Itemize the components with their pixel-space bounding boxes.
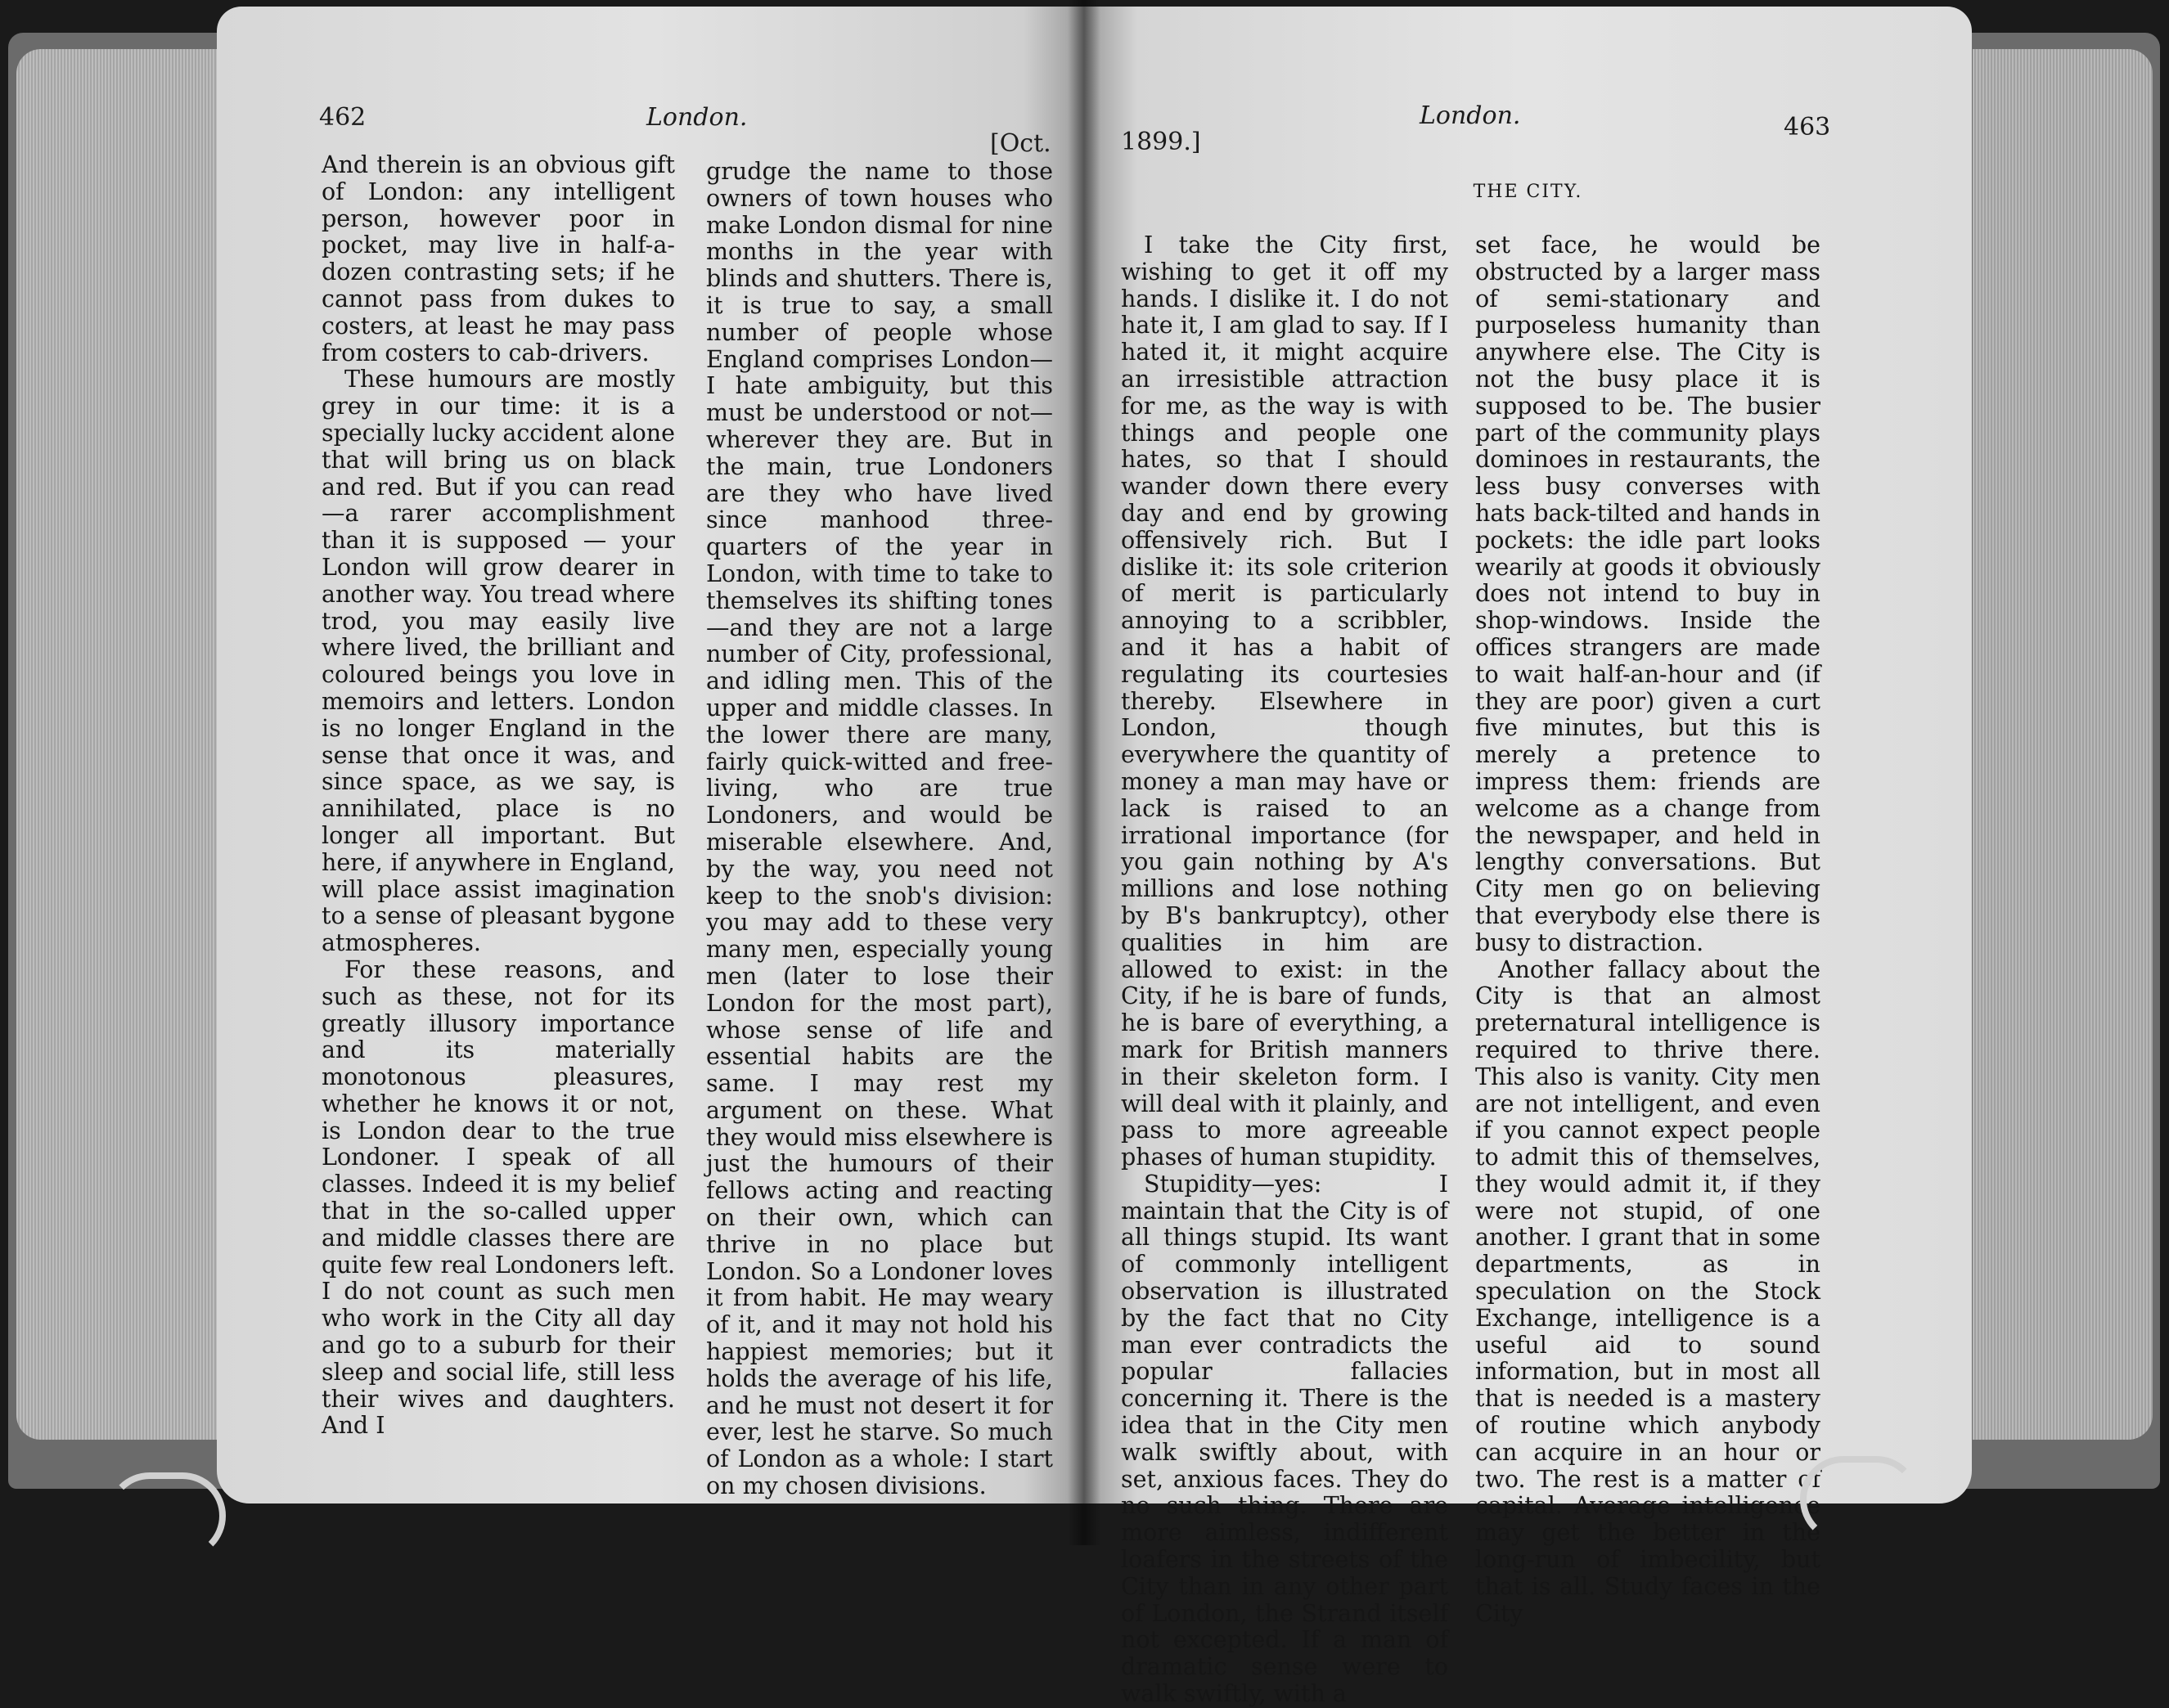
page-edges-left [16, 49, 221, 1440]
right-column-2 [1475, 232, 1820, 1627]
left-date-mark: [Oct. [990, 129, 1051, 158]
paragraph: For these reasons, and such as these, not for its greatly illusory importance and its materially monotonous pleasures, whether he knows it or not, is London dear to the true Londoner. I speak of all classes. Indeed it is my belief that in the so-called upper and middle classes there are quite few real Londoners left. I do not count as such men who work in the City all day and go to a suburb for their sleep and social life, still less their wives and daughters. And I [322, 955, 675, 1440]
paragraph: I take the City first, wishing to get it off my hands. I dislike it. I do not hate it, I am glad to say. If I hated it, it might acquire an irresistible attraction for me, as the way is with things and people one hates, so that I should wander down there every day and end by growing offensively rich. But I dislike it: its sole criterion of merit is particularly annoying to a scribbler, and it has a habit of regulating its courtesies thereby. Elsewhere in London, though everywhere the quantity of money a man may have or lack is raised to an irrational importance (for you gain nothing by A's millions and lose nothing by B's bankruptcy), other qualities in him are allowed to exist: in the City, if he is bare of funds, he is bare of everything, a mark for British manners in their skeleton form. I will deal with it plainly, and pass to more agreeable phases of human stupidity. [1121, 231, 1448, 1171]
book-gutter [1068, 0, 1100, 1545]
paragraph: Stupidity—yes: I maintain that the City is of all things stupid. Its want of commonly intelligent observation is illustrated by the fact that no City man ever contradicts the popular fallacies concerning it. There is the idea that in the City men walk swiftly about, with set, anxious faces. They do no such thing. There are more aimless, indifferent loafers in the streets of the City than in any other part of London, the Strand itself not excepted. If a man of dramatic sense were to walk swiftly, with a [1121, 1170, 1448, 1708]
left-running-title: London. [646, 103, 748, 132]
paragraph: And therein is an obvious gift of London: any intelligent person, however poor in pocket, may live in half-a-dozen contrasting sets; if he cannot pass from dukes to costers, at least he may pass from costers to cab-drivers. [322, 151, 675, 366]
left-page-number: 462 [319, 103, 367, 132]
paragraph: set face, he would be obstructed by a larger mass of semi-stationary and purposeless humanity than anywhere else. The City is not the busy place it is supposed to be. The busier part of the community plays dominoes in restaurants, the less busy converses with hats back-tilted and hands in pockets: the idle part looks wearily at goods it obviously does not intend to buy in shop-windows. Inside the offices strangers are made to wait half-an-hour and (if they are poor) given a curt five minutes, but this is merely a pretence to impress them: friends are welcome as a change from the newspaper, and held in lengthy conversations. But City men go on believing that everybody else there is busy to distraction. [1475, 231, 1820, 956]
left-page [217, 7, 1084, 1503]
section-title: THE CITY. [1473, 182, 1583, 202]
left-column-2 [706, 159, 1053, 1500]
right-page-number: 463 [1784, 113, 1831, 142]
right-page [1084, 7, 1972, 1708]
paragraph: grudge the name to those owners of town houses who make London dismal for nine months in the year with blinds and shutters. There is, it is true to say, a small number of people whose England comprises London—I hate ambiguity, but this must be understood or not—wherever they are. But in the main, true Londoners are they who have lived since manhood three-quarters of the year in London, with time to take to themselves its shifting tones—and they are not a large number of City, professional, and idling men. This of the upper and middle classes. In the lower there are many, fairly quick-witted and free-living, who are true Londoners, and would be miserable elsewhere. And, by the way, you need not keep to the snob's division: you may add to these very many men, especially young men (later to lose their London for the most part), whose sense of life and essential habits are the same. I may rest my argument on these. What they would miss elsewhere is just the humours of their fellows acting and reacting on their own, which can thrive in no place but London. So a Londoner loves it from habit. He may weary of it, and it may not hold his happiest memories; but it holds the average of his life, and he must not desert it for ever, lest he starve. So much of London as a whole: I start on my chosen divisions. [706, 158, 1053, 1500]
right-running-title: London. [1420, 101, 1521, 130]
page-edges-right [1973, 49, 2153, 1440]
page-clip-left [106, 1472, 226, 1559]
right-date-mark: 1899.] [1121, 128, 1201, 156]
left-column-1 [322, 152, 675, 1440]
right-column-1 [1121, 232, 1448, 1708]
paragraph: Another fallacy about the City is that an almost preternatural intelligence is required to thrive there. This also is vanity. City men are not intelligent, and even if you cannot expect people to admit this of themselves, they would admit it, if they were not stupid, of one another. I grant that in some departments, as in speculation on the Stock Exchange, intelligence is a useful aid to sound information, but in most all that is needed is a mastery of routine which anybody can acquire in an hour or two. The rest is a matter of capital. Average intelligence may get the better in the long-run of imbecility, but that is all. Study faces in the City [1475, 955, 1820, 1627]
paragraph: These humours are mostly grey in our time: it is a specially lucky accident alone that will bring us on black and red. But if you can read—a rarer accomplishment than it is supposed — your London will grow dearer in another way. You tread where trod, you may easily live where lived, the brilliant and coloured beings you love in memoirs and letters. London is no longer England in the sense that once it was, and since space, as we say, is annihilated, place is no longer all important. But here, if anywhere in England, will place assist imagination to a sense of pleasant bygone atmospheres. [322, 366, 675, 957]
page-clip-right [1800, 1456, 1919, 1543]
